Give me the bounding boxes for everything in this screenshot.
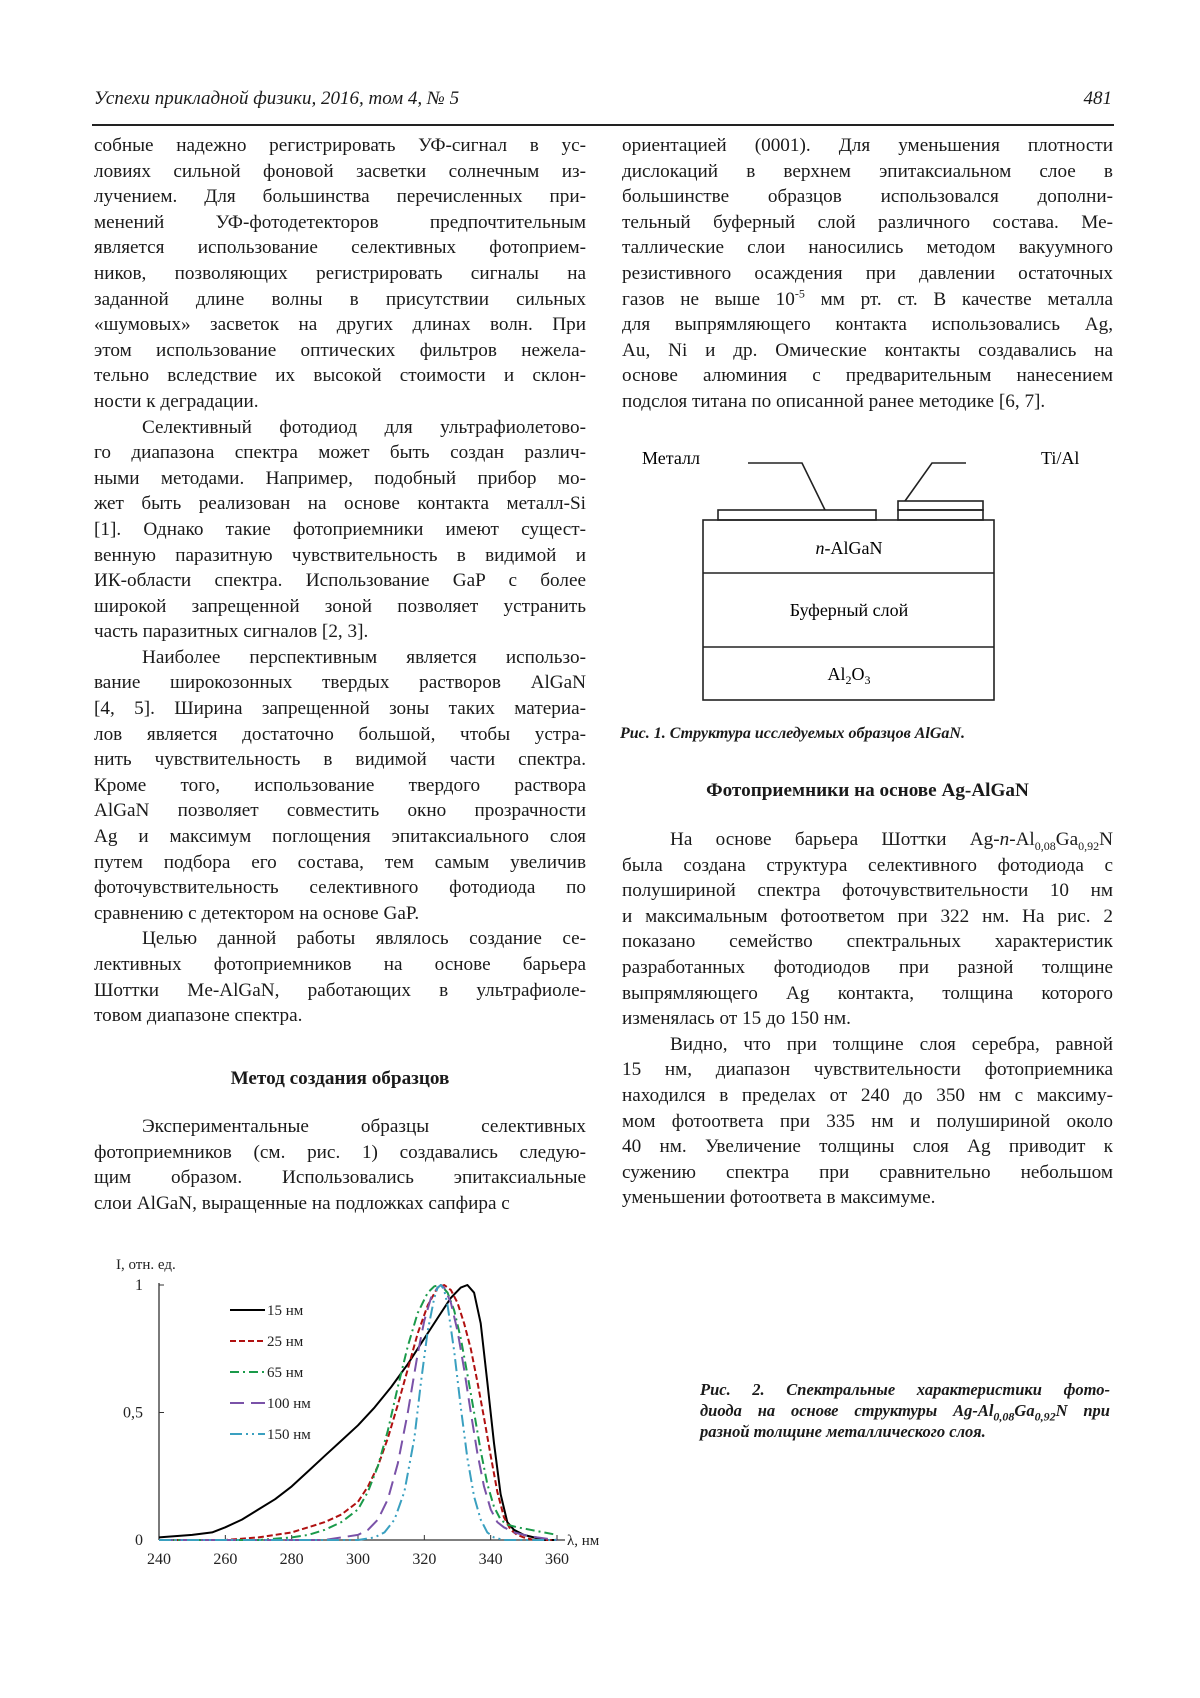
text-line: изменялась от 15 до 150 нм. [622,1008,851,1030]
text-line: заданной длине волны в присутствии сильных [94,288,586,310]
x-tick-label: 260 [213,1551,238,1568]
text-line: Au, Ni и др. Омические контакты создавались на [622,339,1113,361]
text-line: [4, 5]. Ширина запрещенной зоны таких материа- [94,698,586,720]
text-line: уменьшении фотоответа в максимуме. [622,1187,936,1209]
text-line: показано семейство спектральных характеристик [622,931,1113,953]
text-line: лов является достаточно большой, чтобы устра- [94,723,586,745]
text-line: сравнению с детектором на основе GaP. [94,902,420,924]
text-line: Экспериментальные образцы селективных [142,1115,586,1137]
text-line: лучением. Для большинства перечисленных при- [94,186,586,208]
text-line: 15 нм, диапазон чувствительности фотоприемника [622,1059,1113,1081]
figure-1-caption: Рис. 1. Структура исследуемых образцов AlGaN. [620,725,965,742]
text-line: сужению спектра при сравнительно небольшом [622,1161,1113,1183]
text-line: Целью данной работы являлось создание се- [142,928,586,950]
text-line: 40 нм. Увеличение толщины слоя Ag приводит к [622,1136,1113,1158]
text-line: газов не выше $10^{-5}$ мм рт. ст. В качестве металла [622,286,1113,310]
y-axis-label: I, отн. ед. [116,1257,176,1273]
text-line: подслоя титана по описанной ранее методике [6, 7]. [622,390,1046,412]
text-line: большинстве образцов использовался дополни- [622,186,1113,208]
paragraph [94,415,586,645]
text-line: выпрямляющего Ag контакта, толщина которого [622,982,1113,1004]
ohmic-contact-ti [898,510,983,520]
layer-substrate: $Al_2O_3$ [827,664,871,687]
x-tick-label: 340 [478,1551,503,1568]
text-line: для выпрямляющего контакта использовались Ag, [622,314,1113,336]
x-tick-label: 360 [545,1551,569,1568]
paragraph [622,853,1113,1032]
text-line: дислокаций в верхнем эпитаксиальном слое в [622,160,1113,182]
paragraph [94,1114,586,1216]
section-title: Фотоприемники на основе Ag-AlGaN [706,780,1029,801]
journal-title: Успехи прикладной физики, 2016, том 4, № 5 [94,88,460,109]
text-line: Шоттки Me-AlGaN, работающих в ультрафиоле- [94,979,586,1001]
text-line: тельно вследствие их высокой стоимости и склон- [94,365,586,387]
x-tick-label: 320 [412,1551,437,1568]
x-axis-label: λ, нм [567,1533,600,1549]
caption-line: разной толщине металлического слоя. [700,1422,986,1441]
text-line: Видно, что при толщине слоя серебра, равной [670,1033,1113,1055]
figure-1-structure-diagram [620,440,1120,760]
x-tick-label: 280 [279,1551,304,1568]
text-line: Кроме того, использование твердого раствора [94,774,586,796]
legend-label: 150 нм [267,1427,311,1443]
caption-line: диода на основе структуры $Ag-Al_{0,08}Ga_{0,92}N$ при [700,1401,1110,1424]
tial-leader-line [905,463,966,501]
metal-leader-line [748,463,825,510]
figure-2-caption [700,1379,1110,1442]
text-line: вание широкозонных твердых растворов AlGaN [94,672,586,694]
right-column-lower [622,827,1113,1211]
header-rule [92,124,1114,126]
caption-line: Рис. 2. Спектральные характеристики фото- [700,1380,1110,1399]
text-line: путем подбора его состава, тем самым увеличив [94,851,586,873]
paragraph [94,645,586,927]
text-line: венную паразитную чувствительность в видимой и [94,544,586,566]
text-line: товом диапазоне спектра. [94,1005,303,1027]
text-line: Наиболее перспективным является использо- [142,646,586,668]
x-tick-label: 240 [147,1551,171,1568]
text-line: собные надежно регистрировать УФ-сигнал в ус- [94,135,586,156]
text-line: щим образом. Использовались эпитаксиальные [94,1167,586,1189]
paragraph [622,133,1113,415]
section-title: Метод создания образцов [230,1068,450,1090]
series-line-1 [159,1285,557,1540]
text-line: ловиях сильной фоновой засветки солнечным из- [94,160,586,182]
text-line: основе алюминия с предварительным нанесением [622,365,1113,387]
layer-buffer: Буферный слой [789,600,909,620]
text-line: ности к деградации. [94,390,259,412]
layer-n-algan: n-AlGaN [815,538,883,558]
text-line: Ag и максимум поглощения эпитаксиального слоя [94,826,586,848]
metal-contact [718,510,876,520]
label-ti-al: Ti/Al [1041,448,1080,468]
text-line: AlGaN позволяет совместить окно прозрачности [94,800,586,822]
text-line: широкой запрещенной зоной позволяет устранить [94,595,586,617]
paragraph [94,133,586,415]
x-tick-label: 300 [346,1551,370,1568]
paragraph [622,1032,1113,1211]
formula-line: На основе барьера Шоттки $Ag-n-Al_{0,08}Ga_{0,92}N$ [670,829,1113,853]
text-line: является использование селективных фотоприем- [94,237,586,259]
text-line: таллические слои наносились методом вакуумного [622,237,1113,259]
label-metal: Металл [642,448,700,468]
text-line: ориентацией (0001). Для уменьшения плотности [622,135,1113,156]
legend-label: 100 нм [267,1396,311,1412]
text-line: полушириной спектра фоточувствительности 10 нм [622,880,1113,902]
ohmic-contact-al [898,501,983,510]
text-line: и максимальным фотоответом при 322 нм. На рис. 2 [622,905,1113,927]
text-line: находился в пределах от 240 до 350 нм с максиму- [622,1084,1113,1106]
text-line: ными методами. Например, подобный прибор мо- [94,467,586,489]
paragraph [94,926,586,1028]
text-line: лективных фотоприемников на основе барьера [94,954,586,975]
text-line: ИК-области спектра. Использование GaP с более [94,570,586,592]
right-column [622,133,1113,415]
text-line: тельный буферный слой различного состава. Ме- [622,211,1113,233]
text-line: го диапазона спектра может быть создан различ- [94,442,586,464]
text-line: была создана структура селективного фотодиода с [622,854,1113,876]
text-line: «шумовых» засветок на других длинах волн. При [94,314,586,336]
text-line: фоточувствительность селективного фотодиода по [94,877,586,899]
legend-label: 25 нм [267,1334,304,1350]
text-line: этом использование оптических фильтров нежела- [94,339,586,361]
text-line: ников, позволяющих регистрировать сигналы на [94,262,586,284]
text-line: фотоприемников (см. рис. 1) создавались следую- [94,1141,586,1163]
text-line: резистивного осаждения при давлении остаточных [622,262,1113,284]
text-line: разработанных фотодиодов при разной толщине [622,956,1113,978]
running-head [94,86,1112,116]
text-line: часть паразитных сигналов [2, 3]. [94,621,369,643]
text-line: Селективный фотодиод для ультрафиолетово- [142,416,586,438]
y-tick-label: 0,5 [123,1404,143,1422]
legend-label: 65 нм [267,1365,304,1381]
y-tick-label: 0 [135,1532,143,1549]
text-line: нить чувствительность в видимой части спектра. [94,749,586,771]
text-line: менений УФ-фотодетекторов предпочтительным [94,211,586,233]
text-line: жет быть реализован на основе контакта металл-Si [94,493,586,515]
text-line: слои AlGaN, выращенные на подложках сапфира с [94,1192,510,1214]
text-line: мом фотоответа при 335 нм и полушириной около [622,1110,1113,1132]
page-number: 481 [1083,88,1112,109]
left-column [94,133,586,1216]
text-line: [1]. Однако такие фотоприемники имеют сущест- [94,518,586,540]
legend-label: 15 нм [267,1303,304,1319]
figure-2-spectral-chart [100,1255,700,1585]
y-tick-label: 1 [135,1277,143,1294]
